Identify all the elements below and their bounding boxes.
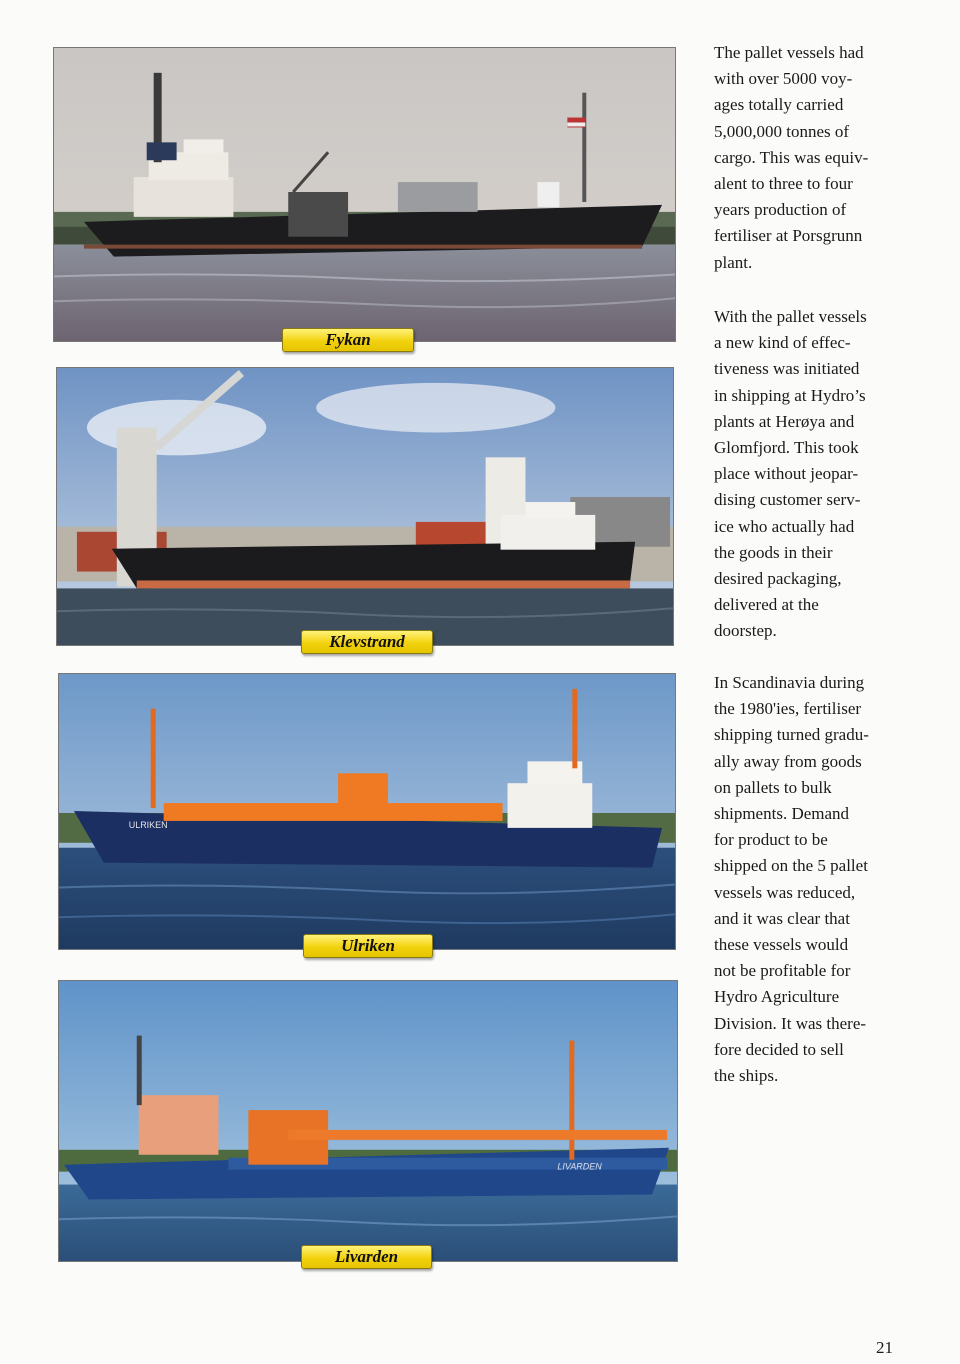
livarden-hull-name: LIVARDEN bbox=[557, 1161, 602, 1172]
line: vessels was reduced, bbox=[714, 882, 856, 902]
line: ice who actually had bbox=[714, 516, 855, 536]
page-number: 21 bbox=[876, 1338, 893, 1357]
line: years production of bbox=[714, 200, 847, 220]
line: desired packaging, bbox=[714, 569, 842, 589]
line: Hydro Agriculture bbox=[714, 987, 840, 1007]
line: ally away from goods bbox=[714, 751, 862, 771]
paragraph-2 bbox=[714, 304, 914, 645]
line: shipping turned gradu- bbox=[714, 725, 869, 745]
line: Division. It was there- bbox=[714, 1013, 867, 1033]
photo-caption-fykan: Fykan bbox=[282, 328, 414, 352]
line: shipments. Demand bbox=[714, 804, 850, 824]
paragraph-3 bbox=[714, 670, 914, 1089]
line: the goods in their bbox=[714, 542, 833, 562]
line: The pallet vessels had bbox=[714, 43, 864, 62]
line: the ships. bbox=[714, 1066, 779, 1086]
paragraph-1 bbox=[714, 40, 914, 276]
line: In Scandinavia during bbox=[714, 673, 865, 692]
line: plant. bbox=[714, 252, 753, 272]
line: dising customer serv- bbox=[714, 490, 861, 510]
photo-caption-klevstrand: Klevstrand bbox=[301, 630, 433, 654]
line: fertiliser at Porsgrunn bbox=[714, 226, 863, 246]
line: and it was clear that bbox=[714, 908, 850, 928]
line: plants at Herøya and bbox=[714, 411, 855, 431]
line: place without jeopar- bbox=[714, 464, 859, 484]
line: tiveness was initiated bbox=[714, 359, 860, 379]
klevstrand-ship-image bbox=[57, 368, 673, 645]
line: delivered at the bbox=[714, 595, 819, 615]
photo-fykan bbox=[53, 47, 676, 342]
line: doorstep. bbox=[714, 621, 777, 641]
line: ages totally carried bbox=[714, 95, 844, 115]
photo-livarden bbox=[58, 980, 678, 1262]
photo-caption-livarden: Livarden bbox=[301, 1245, 432, 1269]
line: not be profitable for bbox=[714, 961, 851, 981]
ulriken-ship-image bbox=[59, 674, 675, 949]
line: 5,000,000 tonnes of bbox=[714, 121, 850, 141]
line: With the pallet vessels bbox=[714, 307, 867, 326]
line: fore decided to sell bbox=[714, 1039, 844, 1059]
line: cargo. This was equiv- bbox=[714, 147, 869, 167]
line: these vessels would bbox=[714, 935, 849, 955]
line: on pallets to bulk bbox=[714, 777, 832, 797]
line: the 1980'ies, fertiliser bbox=[714, 699, 862, 719]
line: Glomfjord. This took bbox=[714, 438, 859, 458]
photo-klevstrand bbox=[56, 367, 674, 646]
livarden-ship-image bbox=[59, 981, 677, 1261]
photo-caption-ulriken: Ulriken bbox=[303, 934, 433, 958]
photo-ulriken bbox=[58, 673, 676, 950]
line: in shipping at Hydro’s bbox=[714, 385, 866, 405]
line: alent to three to four bbox=[714, 174, 853, 194]
ulriken-hull-name: ULRIKEN bbox=[128, 819, 168, 830]
line: for product to be bbox=[714, 830, 828, 850]
fykan-ship-image bbox=[54, 48, 675, 341]
line: shipped on the 5 pallet bbox=[714, 856, 868, 876]
line: with over 5000 voy- bbox=[714, 69, 853, 89]
line: a new kind of effec- bbox=[714, 333, 851, 353]
